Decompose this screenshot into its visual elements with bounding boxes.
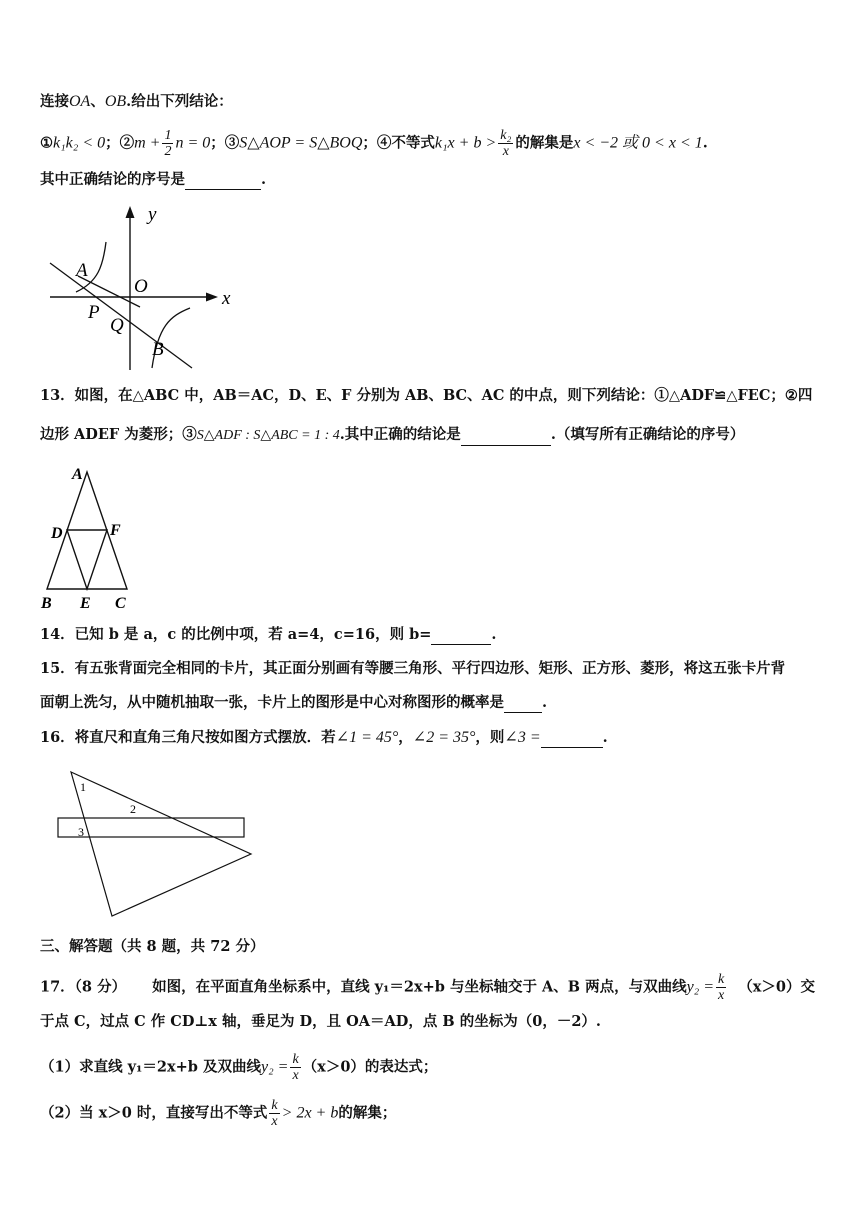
triangle-def: [67, 530, 107, 589]
numerator: k: [292, 1052, 299, 1067]
text: 边形 ADEF 为菱形；③: [40, 426, 197, 443]
text: （x＞0）交: [738, 978, 815, 996]
label-a: A: [76, 260, 88, 281]
numerator: 1: [164, 128, 172, 143]
q17-sub2: [40, 1098, 396, 1129]
math-conclusion-3: S△AOP = S△BOQ: [239, 134, 363, 152]
answer-blank: [431, 628, 491, 645]
text: .: [702, 134, 708, 152]
label-angle-1: 1: [80, 780, 86, 794]
text: .: [602, 729, 608, 746]
label-q: Q: [110, 315, 124, 336]
answer-blank: [185, 173, 261, 190]
label-b: B: [41, 595, 52, 612]
q12-conclusions: [40, 128, 708, 159]
text: （2）当 x＞0 时，直接写出不等式: [40, 1104, 268, 1122]
q16: [40, 728, 608, 748]
text: .: [261, 171, 267, 188]
math-y2: y₂ =: [260, 1058, 289, 1076]
label-y: y: [148, 204, 157, 225]
text: 的解集是: [515, 134, 574, 152]
section-3-heading: 三、解答题（共 8 题，共 72 分）: [40, 938, 265, 955]
text: ；: [210, 134, 225, 152]
answer-blank: [541, 731, 603, 748]
circled-number-1: ①: [40, 134, 53, 152]
q13-figure: [36, 462, 146, 612]
label-a: A: [72, 466, 83, 483]
text: 连接: [40, 93, 69, 110]
q17-line1: [40, 972, 815, 1003]
math-angle-2: ∠2 = 35°: [412, 729, 476, 746]
text: .其中正确的结论是: [339, 426, 461, 443]
text: ，则: [475, 729, 505, 746]
x-axis-arrow: [206, 293, 218, 302]
text: 、: [90, 93, 105, 110]
text: ，: [398, 729, 413, 746]
label-x: x: [222, 288, 231, 309]
label-e: E: [80, 595, 91, 612]
denominator: x: [292, 1068, 299, 1083]
q12-line1: [40, 92, 233, 112]
denominator: x: [718, 988, 725, 1003]
math-conclusion-1: k₁k₂ < 0: [53, 134, 106, 152]
text: 其中正确结论的序号是: [40, 171, 185, 188]
label-angle-3: 3: [78, 825, 84, 839]
math-conclusion-2a: m +: [134, 134, 161, 152]
q13-line2: [40, 425, 744, 446]
math-oa: OA: [69, 93, 91, 110]
q17-sub1: [40, 1052, 437, 1083]
q13-line1: 13．如图，在△ABC 中，AB＝AC，D、E、F 分别为 AB、BC、AC 的中点，则下列结论：①△ADF≌△FEC；②四: [40, 387, 813, 404]
answer-blank: [461, 429, 551, 446]
q12-answer-line: [40, 170, 266, 190]
label-b: B: [152, 339, 164, 360]
fraction-k2-x: [498, 128, 513, 159]
text: （1）求直线 y₁＝2x+b 及双曲线: [40, 1058, 261, 1076]
math-solution-set: x < −2 或 0 < x < 1: [573, 134, 703, 152]
y-axis-arrow: [126, 206, 135, 218]
math-conclusion-2b: n = 0: [175, 134, 211, 152]
math-angle-3: ∠3 =: [504, 729, 541, 746]
q15-line1: 15．有五张背面完全相同的卡片，其正面分别画有等腰三角形、平行四边形、矩形、正方形、菱形，将这五张卡片背: [40, 660, 786, 677]
label-o: O: [134, 276, 148, 297]
circled-number-3: ③: [224, 134, 240, 152]
text: 不等式: [391, 134, 435, 152]
label-p: P: [88, 302, 100, 323]
text: 的解集；: [338, 1104, 397, 1122]
q12-figure: [40, 200, 250, 372]
math-inequality: > 2x + b: [281, 1104, 339, 1122]
label-f: F: [110, 522, 121, 539]
q15-line2: [40, 693, 547, 713]
fraction-half: [162, 128, 173, 159]
circled-number-4: ④: [376, 134, 392, 152]
label-c: C: [115, 595, 126, 612]
denominator: x: [502, 144, 509, 159]
answer-blank: [504, 696, 542, 713]
math-y2: y₂ =: [686, 978, 715, 996]
math-conclusion-4a: k₁x + b >: [434, 134, 497, 152]
fraction-k-x: [716, 972, 726, 1003]
math-angle-1: ∠1 = 45°: [335, 729, 399, 746]
text: .给出下列结论：: [126, 93, 233, 110]
text: .: [542, 694, 548, 711]
numerator: k₂: [500, 128, 512, 143]
text: .: [491, 626, 497, 643]
denominator: x: [271, 1114, 278, 1129]
q14: [40, 625, 496, 645]
text: ；: [105, 134, 120, 152]
text: .（填写所有正确结论的序号）: [550, 426, 745, 443]
label-angle-2: 2: [130, 802, 136, 816]
q16-figure: [50, 762, 260, 922]
math-ob: OB: [104, 93, 127, 110]
label-d: D: [51, 525, 63, 542]
text: 17．（8 分）: [40, 978, 127, 996]
text: 面朝上洗匀，从中随机抽取一张，卡片上的图形是中心对称图形的概率是: [40, 694, 504, 711]
circled-number-2: ②: [119, 134, 135, 152]
math-area-ratio: S△ADF : S△ABC = 1 : 4: [196, 428, 340, 443]
text: 如图，在平面直角坐标系中，直线 y₁＝2x+b 与坐标轴交于 A、B 两点，与双曲线: [152, 978, 687, 996]
ruler: [58, 818, 244, 837]
numerator: k: [718, 972, 725, 987]
text: （x＞0）的表达式；: [302, 1058, 438, 1076]
text: ；: [362, 134, 377, 152]
text: 16．将直尺和直角三角尺按如图方式摆放．若: [40, 729, 336, 746]
fraction-k-x: [290, 1052, 300, 1083]
set-square: [71, 772, 251, 916]
numerator: k: [271, 1098, 278, 1113]
q17-line2: 于点 C，过点 C 作 CD⊥x 轴，垂足为 D，且 OA＝AD，点 B 的坐标为（0，－2）.: [40, 1013, 601, 1030]
text: 14．已知 b 是 a，c 的比例中项，若 a=4，c=16，则 b=: [40, 626, 432, 643]
fraction-k-x: [269, 1098, 279, 1129]
denominator: 2: [164, 144, 172, 159]
